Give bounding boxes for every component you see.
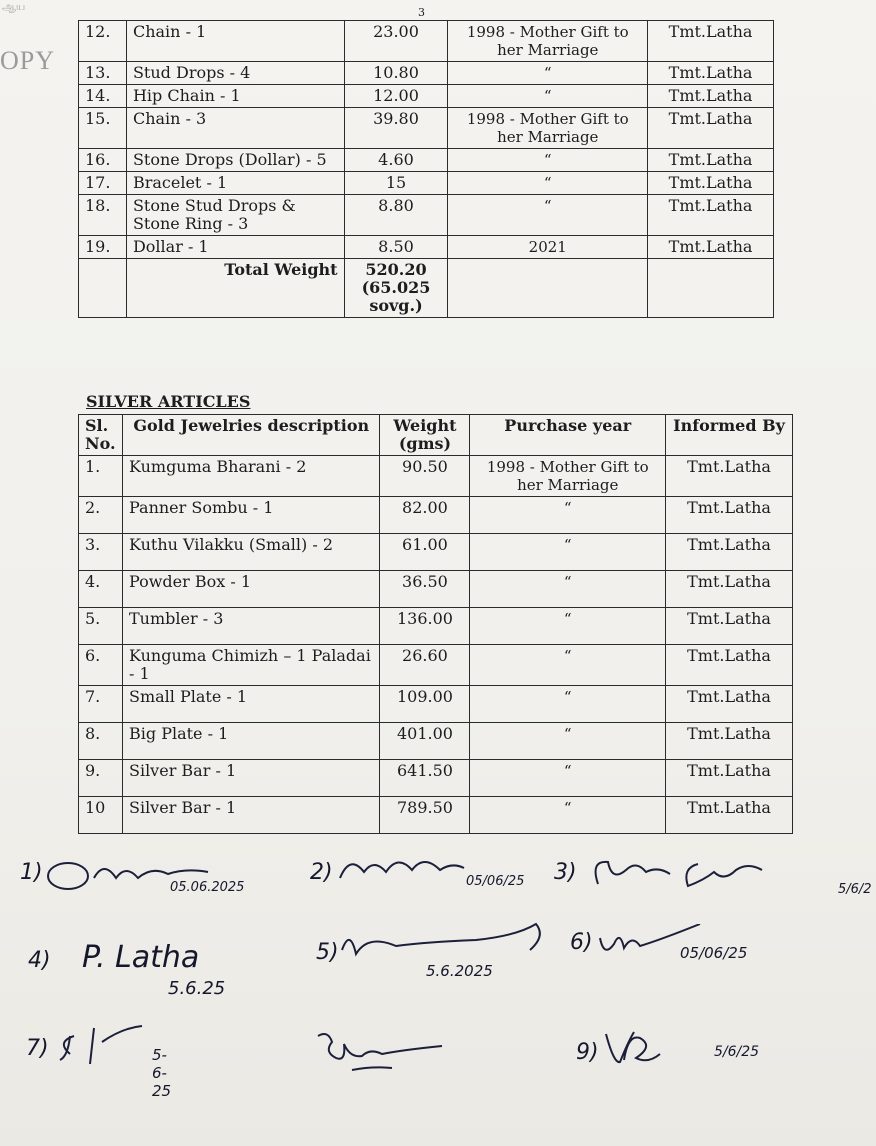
table-row xyxy=(79,149,774,172)
table-row xyxy=(79,760,793,797)
cell-purchase-year: “ xyxy=(470,645,666,686)
table-row xyxy=(79,497,793,534)
cell-serial-no: 16. xyxy=(79,149,127,172)
cell-purchase-year: “ xyxy=(448,149,648,172)
cell-purchase-year: “ xyxy=(470,686,666,723)
cell-description: Silver Bar - 1 xyxy=(122,797,380,834)
cell-informed-by: Tmt.Latha xyxy=(666,723,793,760)
signature-scribble xyxy=(54,1024,194,1070)
table-row xyxy=(79,797,793,834)
cell-serial-no: 17. xyxy=(79,172,127,195)
cell-serial-no: 18. xyxy=(79,195,127,236)
header-purchase-year: Purchase year xyxy=(470,415,666,456)
cell-informed-by: Tmt.Latha xyxy=(666,608,793,645)
signature-date: 5.6.25 xyxy=(168,978,226,999)
cell-informed-by: Tmt.Latha xyxy=(666,571,793,608)
cell-informed-by: Tmt.Latha xyxy=(648,149,774,172)
cell-weight: 90.50 xyxy=(380,456,470,497)
total-label: Total Weight xyxy=(126,259,344,318)
cell-informed-by: Tmt.Latha xyxy=(648,236,774,259)
cell-serial-no: 14. xyxy=(79,85,127,108)
cell-weight: 23.00 xyxy=(344,21,448,62)
signature-label: 6) xyxy=(570,930,593,955)
table-row xyxy=(79,108,774,149)
cell-informed-by: Tmt.Latha xyxy=(666,456,793,497)
cell-weight: 15 xyxy=(344,172,448,195)
signature-label: 3) xyxy=(554,860,577,885)
table-row xyxy=(79,21,774,62)
header-informed-by: Informed By xyxy=(666,415,793,456)
table-row xyxy=(79,456,793,497)
signature-label: 5) xyxy=(316,940,339,965)
cell-serial-no: 13. xyxy=(79,62,127,85)
cell-serial-no: 4. xyxy=(79,571,123,608)
table-row xyxy=(79,534,793,571)
cell-serial-no: 3. xyxy=(79,534,123,571)
signature-date: 5.6.2025 xyxy=(426,962,493,980)
signature-scribble xyxy=(588,854,848,894)
cell-informed-by: Tmt.Latha xyxy=(666,686,793,723)
cell-serial-no: 15. xyxy=(79,108,127,149)
cell-informed-by: Tmt.Latha xyxy=(648,85,774,108)
cell-informed-by: Tmt.Latha xyxy=(666,497,793,534)
cell-purchase-year: “ xyxy=(470,760,666,797)
silver-articles-table xyxy=(78,414,793,834)
cell-weight: 641.50 xyxy=(380,760,470,797)
cell-purchase-year: “ xyxy=(470,497,666,534)
cell-empty xyxy=(448,259,648,318)
cell-informed-by: Tmt.Latha xyxy=(648,62,774,85)
page-number: 3 xyxy=(418,6,425,19)
total-row xyxy=(79,259,774,318)
signature-label: 4) xyxy=(28,948,51,973)
cell-serial-no: 5. xyxy=(79,608,123,645)
signature-6 xyxy=(570,930,748,962)
cell-description: Big Plate - 1 xyxy=(122,723,380,760)
cell-description: Dollar - 1 xyxy=(126,236,344,259)
gold-articles-table xyxy=(78,20,774,318)
cell-weight: 39.80 xyxy=(344,108,448,149)
cell-purchase-year: “ xyxy=(448,85,648,108)
cell-informed-by: Tmt.Latha xyxy=(648,195,774,236)
cell-serial-no: 1. xyxy=(79,456,123,497)
cell-purchase-year: “ xyxy=(448,195,648,236)
cell-weight: 26.60 xyxy=(380,645,470,686)
cell-purchase-year: “ xyxy=(470,723,666,760)
table-row xyxy=(79,723,793,760)
cell-empty xyxy=(648,259,774,318)
cell-description: Hip Chain - 1 xyxy=(126,85,344,108)
cell-purchase-year: 2021 xyxy=(448,236,648,259)
stamp-fragment: ஆய xyxy=(2,0,26,13)
table-row xyxy=(79,571,793,608)
total-weight: 520.20 (65.025 sovg.) xyxy=(344,259,448,318)
cell-description: Stone Stud Drops & Stone Ring - 3 xyxy=(126,195,344,236)
cell-weight: 4.60 xyxy=(344,149,448,172)
cell-weight: 8.50 xyxy=(344,236,448,259)
signature-date: 5-6-25 xyxy=(152,1046,172,1100)
cell-purchase-year: “ xyxy=(448,172,648,195)
cell-weight: 401.00 xyxy=(380,723,470,760)
signature-3 xyxy=(554,860,872,897)
signature-4 xyxy=(28,940,226,999)
cell-serial-no: 19. xyxy=(79,236,127,259)
cell-description: Stone Drops (Dollar) - 5 xyxy=(126,149,344,172)
copy-stamp: OPY xyxy=(0,46,56,75)
signature-name: P. Latha xyxy=(82,940,200,975)
table-row xyxy=(79,62,774,85)
silver-section-title: SILVER ARTICLES xyxy=(86,392,251,411)
cell-empty xyxy=(79,259,127,318)
cell-serial-no: 7. xyxy=(79,686,123,723)
cell-description: Powder Box - 1 xyxy=(122,571,380,608)
signature-date: 5/6/2 xyxy=(838,882,872,897)
cell-purchase-year: “ xyxy=(470,797,666,834)
table-row xyxy=(79,172,774,195)
cell-description: Kuthu Vilakku (Small) - 2 xyxy=(122,534,380,571)
signature-label: 9) xyxy=(576,1040,599,1065)
table-row xyxy=(79,686,793,723)
cell-informed-by: Tmt.Latha xyxy=(648,108,774,149)
cell-description: Bracelet - 1 xyxy=(126,172,344,195)
cell-informed-by: Tmt.Latha xyxy=(666,534,793,571)
cell-weight: 61.00 xyxy=(380,534,470,571)
cell-weight: 12.00 xyxy=(344,85,448,108)
signature-date: 05.06.2025 xyxy=(170,880,245,895)
cell-purchase-year: “ xyxy=(470,571,666,608)
cell-description: Tumbler - 3 xyxy=(122,608,380,645)
table-row xyxy=(79,645,793,686)
cell-description: Kumguma Bharani - 2 xyxy=(122,456,380,497)
cell-weight: 109.00 xyxy=(380,686,470,723)
signature-2 xyxy=(310,860,525,889)
cell-weight: 8.80 xyxy=(344,195,448,236)
signature-5 xyxy=(316,940,493,980)
cell-purchase-year: 1998 - Mother Gift to her Marriage xyxy=(470,456,666,497)
cell-weight: 82.00 xyxy=(380,497,470,534)
header-serial-no: Sl. No. xyxy=(79,415,123,456)
cell-description: Small Plate - 1 xyxy=(122,686,380,723)
signature-label: 7) xyxy=(26,1036,49,1061)
signature-date: 05/06/25 xyxy=(466,874,525,889)
table-row xyxy=(79,608,793,645)
cell-description: Kunguma Chimizh – 1 Paladai - 1 xyxy=(122,645,380,686)
cell-serial-no: 2. xyxy=(79,497,123,534)
cell-purchase-year: “ xyxy=(448,62,648,85)
table-row xyxy=(79,195,774,236)
cell-purchase-year: 1998 - Mother Gift to her Marriage xyxy=(448,21,648,62)
cell-weight: 10.80 xyxy=(344,62,448,85)
cell-weight: 789.50 xyxy=(380,797,470,834)
signature-scribble xyxy=(312,1026,492,1076)
cell-description: Chain - 3 xyxy=(126,108,344,149)
signature-label: 2) xyxy=(310,860,333,885)
signature-9 xyxy=(576,1040,760,1065)
signature-scribble xyxy=(602,1026,692,1072)
cell-serial-no: 12. xyxy=(79,21,127,62)
signature-1 xyxy=(20,860,245,895)
cell-serial-no: 6. xyxy=(79,645,123,686)
table-row xyxy=(79,85,774,108)
signature-7 xyxy=(26,1036,172,1100)
cell-purchase-year: 1998 - Mother Gift to her Marriage xyxy=(448,108,648,149)
header-weight: Weight (gms) xyxy=(380,415,470,456)
table-header-row xyxy=(79,415,793,456)
cell-purchase-year: “ xyxy=(470,608,666,645)
cell-serial-no: 10 xyxy=(79,797,123,834)
cell-informed-by: Tmt.Latha xyxy=(666,645,793,686)
cell-informed-by: Tmt.Latha xyxy=(648,172,774,195)
cell-weight: 36.50 xyxy=(380,571,470,608)
cell-informed-by: Tmt.Latha xyxy=(666,797,793,834)
signature-date: 5/6/25 xyxy=(714,1044,760,1060)
signature-date: 05/06/25 xyxy=(680,944,748,962)
cell-serial-no: 9. xyxy=(79,760,123,797)
cell-informed-by: Tmt.Latha xyxy=(666,760,793,797)
cell-description: Stud Drops - 4 xyxy=(126,62,344,85)
cell-description: Chain - 1 xyxy=(126,21,344,62)
cell-description: Panner Sombu - 1 xyxy=(122,497,380,534)
cell-weight: 136.00 xyxy=(380,608,470,645)
table-row xyxy=(79,236,774,259)
cell-informed-by: Tmt.Latha xyxy=(648,21,774,62)
cell-description: Silver Bar - 1 xyxy=(122,760,380,797)
cell-purchase-year: “ xyxy=(470,534,666,571)
signature-label: 1) xyxy=(20,860,43,885)
cell-serial-no: 8. xyxy=(79,723,123,760)
header-description: Gold Jewelries description xyxy=(122,415,380,456)
